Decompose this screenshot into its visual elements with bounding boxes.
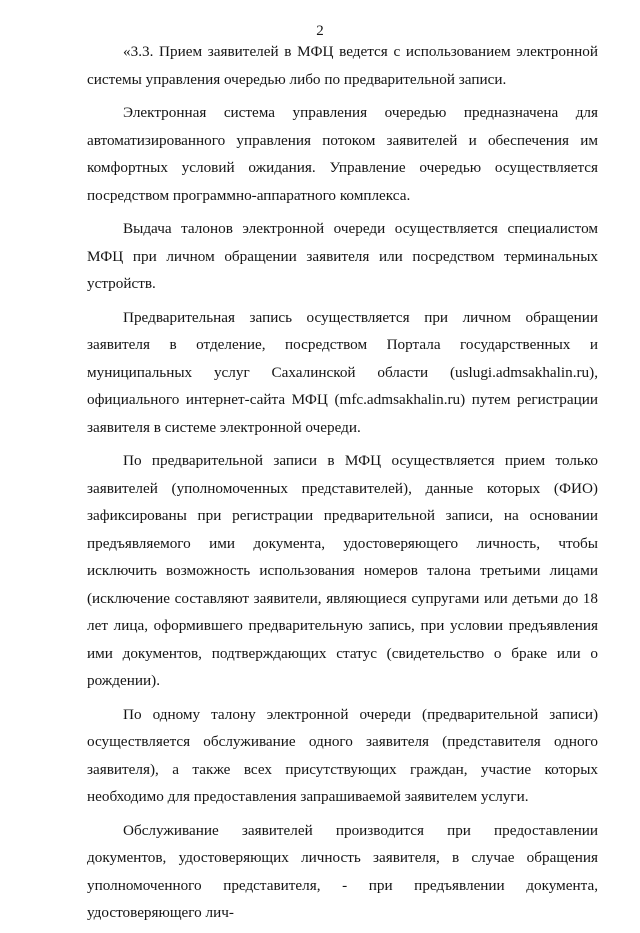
document-body [87, 38, 598, 933]
paragraph-pre-registration-admission: По предварительной записи в МФЦ осуществляется прием только заявителей (уполномоченных представителей), данные которых (ФИО) зафиксированы при регистрации предварительной записи, на основании предъявляемого ими документа, удостоверяющего личность, чтобы исключить возможность использования номеров талона третьими лицами (исключение составляют заявители, являющиеся супругами или детьми до 18 лет лица, оформившего предварительную запись, при условии предъявления ими документов, подтверждающих статус (свидетельство о браке или о рождении). [87, 452, 598, 689]
page-number: 2 [316, 23, 324, 39]
paragraph-ticket-issuance: Выдача талонов электронной очереди осуществляется специалистом МФЦ при личном обращении заявителя или посредством терминальных устройств. [87, 220, 598, 292]
paragraph-queue-rules: «3.3. Прием заявителей в МФЦ ведется с использованием электронной системы управления очередью либо по предварительной записи. [87, 43, 598, 88]
paragraph-pre-registration: Предварительная запись осуществляется при личном обращении заявителя в отделение, посредством Портала государственных и муниципальных услуг Сахалинской области (uslugi.admsakhalin.ru), официального интернет-сайта МФЦ (mfc.admsakhalin.ru) путем регистрации заявителя в системе электронной очереди. [87, 308, 598, 436]
paragraph-service-documents: Обслуживание заявителей производится при предоставлении документов, удостоверяющих личность заявителя, в случае обращения уполномоченного представителя, - при предъявлении документа, удостоверяющего лич- [87, 821, 598, 921]
paragraph-one-ticket-service: По одному талону электронной очереди (предварительной записи) осуществляется обслуживание одного заявителя (представителя одного заявителя), а также всех присутствующих граждан, участие которых необходимо для предоставления запрашиваемой заявителем услуги. [87, 705, 598, 805]
paragraph-electronic-queue: Электронная система управления очередью предназначена для автоматизированного управления потоком заявителей и обеспечения им комфортных условий ожидания. Управление очередью осуществляется посредством программно-аппаратного комплекса. [87, 104, 598, 204]
